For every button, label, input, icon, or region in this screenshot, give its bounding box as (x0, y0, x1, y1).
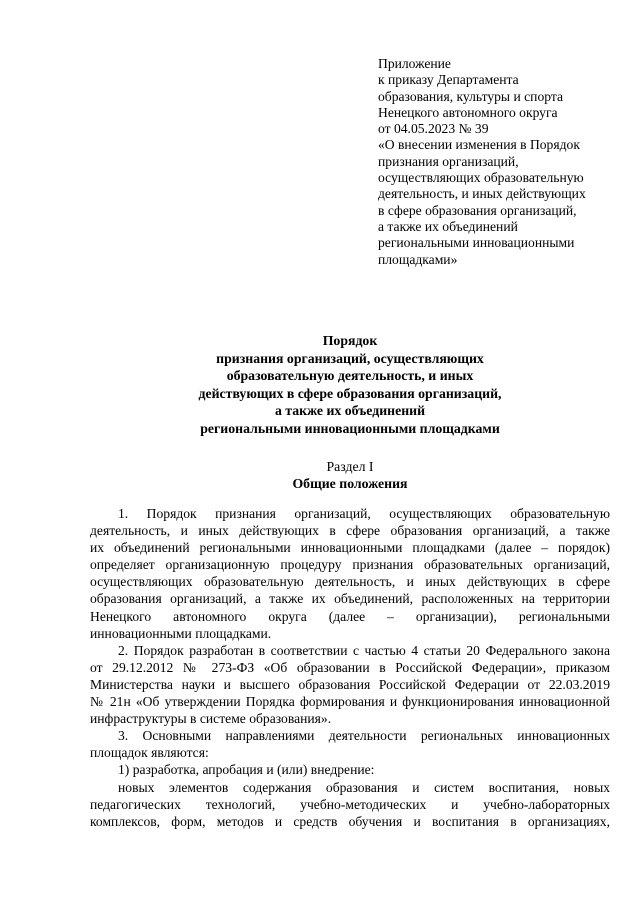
appendix-line: деятельность, и иных действующих (378, 186, 586, 202)
title-line: Порядок (322, 333, 378, 348)
body-line: определяет организационную процедуру признания образовательных организаций, (90, 557, 610, 573)
appendix-line: Приложение (378, 56, 451, 71)
body-line: осуществляющих образовательную деятельность, и иных действующих в сфере (90, 574, 610, 590)
appendix-line: признания организаций, (378, 153, 519, 169)
appendix-line: образования, культуры и спорта (378, 88, 564, 104)
body-line: 1. Порядок признания организаций, осуществляющих образовательную (118, 506, 610, 521)
body-line: Ненецкого автономного округа (далее – организации), региональными (90, 608, 610, 624)
appendix-line: осуществляющих образовательную (378, 170, 584, 186)
body-line: 2. Порядок разработан в соответствии с частью 4 статьи 20 Федерального закона (118, 642, 610, 658)
document-body (90, 505, 610, 830)
body-line: педагогических технологий, учебно-методических и учебно-лабораторных (90, 796, 610, 812)
appendix-line: «О внесении изменения в Порядок (378, 137, 580, 153)
body-line: № 21н «Об утверждении Порядка формирования и функционирования инновационной (90, 694, 610, 710)
title-line: региональными инновационными площадками (200, 420, 500, 436)
body-line: образования организаций, а также их объединений, расположенных на территории (90, 591, 610, 607)
appendix-line: площадками» (378, 251, 458, 267)
body-line: деятельность, и иных действующих в сфере образования организаций, а также (90, 523, 610, 539)
document-title (60, 332, 640, 437)
appendix-line: от 04.05.2023 № 39 (378, 121, 489, 137)
body-line: от 29.12.2012 № 273-ФЗ «Об образовании в Российской Федерации», приказом (90, 659, 610, 675)
body-line: 3. Основными направлениями деятельности региональных инновационных (118, 728, 610, 744)
section-title: Общие положения (292, 476, 408, 491)
title-line: а также их объединений (274, 403, 426, 418)
title-line: признания организаций, осуществляющих (216, 350, 484, 366)
title-line: действующих в сфере образования организаций, (198, 385, 502, 401)
body-line: инновационными площадками. (90, 625, 272, 641)
body-line: их объединений региональными инновационными площадками (далее – порядок) (90, 540, 610, 556)
body-line: комплексов, форм, методов и средств обучения и воспитания в организациях, (90, 813, 610, 829)
section-label: Раздел I (326, 459, 374, 474)
appendix-header (378, 56, 618, 268)
body-line: 1) разработка, апробация и (или) внедрение: (118, 762, 375, 778)
body-line: Министерства науки и высшего образования Российской Федерации от 22.03.2019 (90, 676, 610, 692)
body-line: площадок являются: (90, 745, 209, 761)
body-line: инфраструктуры в системе образования». (90, 711, 332, 727)
appendix-line: в сфере образования организаций, (378, 202, 577, 218)
appendix-line: региональными инновационными (378, 235, 575, 251)
appendix-line: Ненецкого автономного округа (378, 104, 558, 120)
appendix-line: а также их объединений (378, 218, 518, 234)
appendix-line: к приказу Департамента (378, 72, 519, 88)
title-line: образовательную деятельность, и иных (226, 368, 474, 383)
body-line: новых элементов содержания образования и систем воспитания, новых (118, 779, 610, 795)
